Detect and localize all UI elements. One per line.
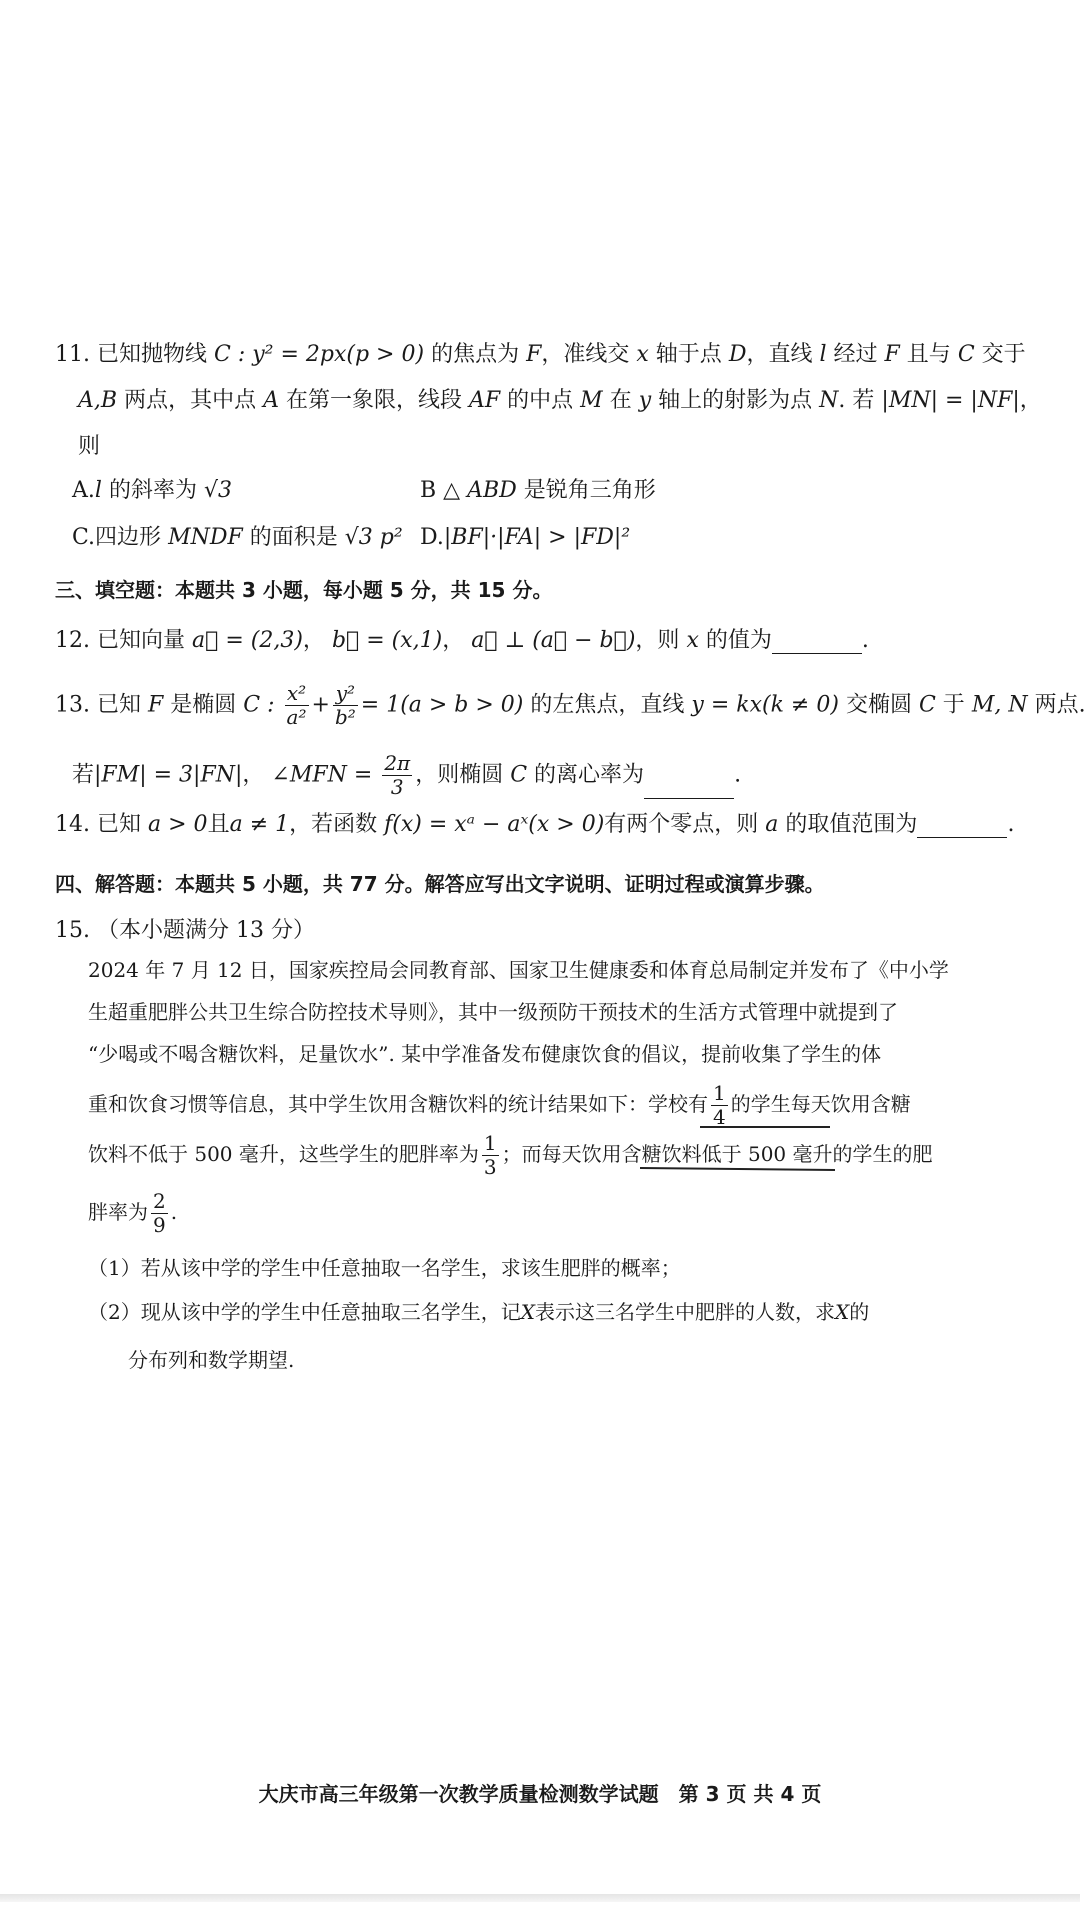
q13-text: 于	[942, 692, 965, 718]
q11-var: F	[884, 342, 900, 367]
q15-text: 的学生每天饮用含糖	[730, 1092, 911, 1116]
q11-text: 在	[609, 388, 632, 413]
option-value: √3 p²	[344, 525, 403, 550]
q11-text: 的焦点为	[431, 342, 520, 367]
q11-var: x	[636, 342, 649, 367]
q11-text: ，	[1019, 388, 1042, 413]
q11-text: 轴上的射影为点	[658, 388, 813, 413]
q11-text: ，直线	[746, 342, 813, 367]
q15-paragraph-line1: 2024 年 7 月 12 日，国家疾控局会同教育部、国家卫生健康委和体育总局制定并发布了《中小学	[88, 958, 949, 982]
q13-text: 若	[72, 762, 95, 788]
q11-line3	[78, 434, 100, 460]
q13-line-eq: y = kx(k ≠ 0)	[691, 692, 839, 718]
q11-text: 两点，其中点	[124, 388, 257, 413]
q12-text: ，	[442, 628, 465, 653]
q11-text: 经过	[833, 342, 878, 367]
q15-points: （本小题满分 13 分）	[97, 918, 315, 943]
q13-var: F	[148, 692, 164, 718]
q15-text: 饮料不低于 500 毫升，这些学生的肥胖率为	[88, 1142, 479, 1166]
q13-text: 是椭圆	[170, 692, 237, 718]
q12-text: 的值为	[705, 628, 772, 653]
q13-text: ，	[242, 762, 265, 788]
q11-option-b	[420, 478, 656, 504]
q14-text: 且	[207, 812, 230, 837]
q14-answer-blank[interactable]	[917, 815, 1007, 838]
q11-parabola: C : y² = 2px(p > 0)	[214, 342, 425, 367]
q14-text: ，若函数	[289, 812, 378, 837]
option-label: C.	[72, 525, 96, 550]
q13-end: .	[734, 762, 742, 788]
q15-number: 15.	[55, 918, 90, 943]
q13-fraction-x: $\frac{\text{x²}}{\text{a²}}$	[286, 681, 307, 729]
q11-var: l	[819, 342, 827, 367]
q11-line1	[55, 342, 1026, 368]
option-text: 的斜率为	[108, 478, 197, 503]
q13-answer-blank[interactable]	[644, 776, 734, 799]
q15-fraction-third: $\frac{1}{3}$	[483, 1131, 497, 1179]
q11-text: 已知抛物线	[97, 342, 208, 367]
q14-condition: a ≠ 1	[229, 812, 290, 837]
q15-text: 的	[849, 1300, 870, 1324]
page-edge	[0, 1894, 1080, 1902]
section-3-heading: 三、填空题：本题共 3 小题，每小题 5 分，共 15 分。	[55, 578, 553, 602]
q15-text: .	[170, 1200, 178, 1224]
q11-text: 且与	[906, 342, 951, 367]
q13-text: 的离心率为	[534, 762, 645, 788]
q14-var: a	[765, 812, 779, 837]
q14-number: 14.	[55, 812, 90, 837]
q11-option-d	[420, 525, 630, 551]
q11-text: ，准线交	[541, 342, 630, 367]
q13-condition: |FM| = 3|FN|	[94, 762, 243, 788]
q12-answer-blank[interactable]	[772, 631, 862, 654]
q11-var: AF	[468, 388, 501, 413]
q11-var: N	[819, 388, 839, 413]
q13-equation: = 1(a > b > 0)	[360, 692, 524, 718]
q13-fraction-y: $\frac{\text{y²}}{\text{b²}}$	[334, 681, 356, 729]
q12-number: 12.	[55, 628, 90, 653]
q11-text: 在第一象限，线段	[285, 388, 462, 413]
handwritten-underline	[700, 1126, 830, 1128]
q11-option-a	[72, 478, 232, 504]
option-label: B	[420, 478, 437, 503]
q14-line	[55, 812, 1014, 838]
q15-paragraph-line5	[88, 1132, 933, 1179]
q11-var: y	[638, 388, 652, 413]
section-4-heading: 四、解答题：本题共 5 小题，共 77 分。解答应写出文字说明、证明过程或演算步骤。	[55, 872, 825, 896]
q11-text: 轴于点	[655, 342, 722, 367]
q12-condition: a⃗ ⊥ (a⃗ − b⃗)	[471, 628, 636, 653]
q11-number: 11.	[55, 342, 90, 367]
q13-fraction-angle: $\frac{2\pi}{3}$	[384, 751, 411, 799]
q11-text: . 若	[838, 388, 875, 413]
option-var: △ ABD	[443, 478, 517, 503]
q13-plus: +	[311, 692, 330, 718]
q11-option-c	[72, 525, 403, 551]
q15-var: X	[834, 1300, 850, 1324]
q14-condition: a > 0	[148, 812, 208, 837]
option-label: A.	[72, 478, 95, 503]
q14-text: 有两个零点，则	[604, 812, 759, 837]
q14-end: .	[1007, 812, 1015, 837]
q13-text: 已知	[97, 692, 142, 718]
option-text: 四边形	[95, 525, 162, 550]
q13-var: C :	[243, 692, 275, 718]
q11-var: F	[526, 342, 542, 367]
q15-text: （2）现从该中学的学生中任意抽取三名学生，记	[88, 1300, 521, 1324]
q13-text: 的左焦点，直线	[530, 692, 685, 718]
q11-var: C	[957, 342, 975, 367]
q14-text: 的取值范围为	[785, 812, 918, 837]
q15-paragraph-line4	[88, 1082, 911, 1129]
option-text: 是锐角三角形	[523, 478, 656, 503]
option-value: |BF|·|FA| > |FD|²	[443, 525, 631, 550]
q11-var: A	[263, 388, 279, 413]
q13-number: 13.	[55, 692, 90, 718]
q12-vector-a: a⃗ = (2,3)	[192, 628, 303, 653]
q12-line	[55, 628, 869, 654]
q11-text: 的中点	[507, 388, 574, 413]
q13-line1	[55, 682, 1086, 729]
q11-condition: |MN| = |NF|	[881, 388, 1020, 413]
option-label: D.	[420, 525, 444, 550]
q13-text: 交椭圆	[845, 692, 912, 718]
page-footer: 大庆市高三年级第一次教学质量检测数学试题 第 3 页 共 4 页	[258, 1782, 822, 1806]
option-value: √3	[203, 478, 232, 503]
q15-fraction-quarter: $\frac{1}{4}$	[713, 1081, 726, 1129]
q12-end: .	[861, 628, 869, 653]
q13-var: M, N	[971, 692, 1028, 718]
q11-var: A,B	[78, 388, 118, 413]
q12-text: 已知向量	[97, 628, 186, 653]
q15-text: 表示这三名学生中肥胖的人数，求	[534, 1300, 835, 1324]
q15-paragraph-line3: “少喝或不喝含糖饮料，足量饮水”. 某中学准备发布健康饮食的倡议，提前收集了学生的体	[88, 1042, 882, 1066]
q15-subquestion-2-cont: 分布列和数学期望.	[128, 1348, 295, 1372]
q15-header	[55, 918, 315, 944]
q13-var: C	[510, 762, 528, 788]
q11-var: D	[728, 342, 747, 367]
q12-vector-b: b⃗ = (x,1)	[331, 628, 443, 653]
q13-angle: ∠MFN =	[271, 762, 373, 788]
option-var: MNDF	[168, 525, 243, 550]
q13-var: C	[918, 692, 936, 718]
q12-var: x	[686, 628, 699, 653]
q15-fraction-two-ninths: $\frac{2}{9}$	[153, 1189, 166, 1237]
q11-text: 交于	[981, 342, 1026, 367]
q15-subquestion-1: （1）若从该中学的学生中任意抽取一名学生，求该生肥胖的概率；	[88, 1256, 681, 1280]
q11-line2	[78, 388, 1042, 414]
q14-function: f(x) = xᵃ − aˣ(x > 0)	[384, 812, 605, 837]
option-text: 的面积是	[249, 525, 338, 550]
q15-text: 胖率为	[88, 1200, 148, 1224]
q13-text: ，则椭圆	[415, 762, 504, 788]
q15-text: 重和饮食习惯等信息，其中学生饮用含糖饮料的统计结果如下：学校有	[88, 1092, 708, 1116]
q11-text: 则	[78, 434, 101, 459]
q12-text: ，	[302, 628, 325, 653]
q14-text: 已知	[97, 812, 142, 837]
q13-line2	[72, 752, 741, 799]
q12-text: ，则	[635, 628, 680, 653]
option-var: l	[94, 478, 102, 503]
q15-paragraph-line6	[88, 1190, 177, 1237]
q13-text: 两点.	[1034, 692, 1086, 718]
q15-paragraph-line2: 生超重肥胖公共卫生综合防控技术导则》，其中一级预防干预技术的生活方式管理中就提到了	[88, 1000, 898, 1024]
q15-var: X	[520, 1300, 535, 1324]
q15-subquestion-2	[88, 1300, 869, 1324]
q15-text: ；而每天饮用含糖饮料低于 500 毫升的学生的肥	[501, 1142, 933, 1166]
q11-var: M	[580, 388, 603, 413]
